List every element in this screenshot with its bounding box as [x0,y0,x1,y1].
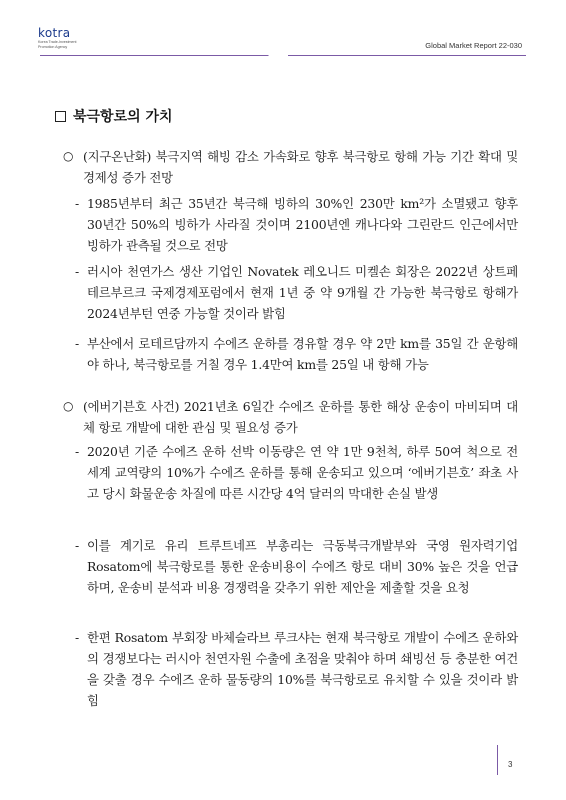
bullet-text: (에버기븐호 사건) 2021년초 6일간 수에즈 운하를 통한 해상 운송이 마비되며 대체 항로 개발에 대한 관심 및 필요성 증가 [83,399,518,435]
square-bullet-icon [55,111,66,122]
sub-bullet-text: 1985년부터 최근 35년간 북극해 빙하의 30%인 230만 km²가 소멸됐고 향후 30년간 50%의 빙하가 사라질 것이며 2100년엔 캐나다와 그린란드 인근에서만 빙하가 관측될 것으로 전망 [87,196,518,253]
logo-wordmark: kotra [38,26,71,40]
footer-rule [497,745,498,775]
sub-bullet-text: 부산에서 로테르담까지 수에즈 운하를 경유할 경우 약 2만 km를 35일 간 운항해야 하나, 북극항로를 거칠 경우 1.4만여 km를 25일 내 항해 가능 [87,336,518,372]
header-rule [40,55,526,56]
sub-bullet-item [75,441,518,504]
page-number: 3 [508,760,513,769]
logo-subtitle-1: Korea Trade-Investment [38,40,77,44]
sub-bullet-text: 이를 계기로 유리 트루트네프 부총리는 극동북극개발부와 국영 원자력기업 Rosatom에 북극항로를 통한 운송비용이 수에즈 항로 대비 30% 높은 것을 언급하며, 운송비 분석과 비용 경쟁력을 갖추기 위한 제안을 제출할 것을 요청 [87,538,518,595]
sub-bullet-item [75,333,518,375]
sub-bullet-item [75,627,518,711]
logo-subtitle-2: Promotion Agency [38,45,68,50]
sub-bullet-item [75,193,518,256]
section-heading [55,106,173,126]
sub-bullet-item [75,261,518,324]
bullet-item [63,146,518,188]
bullet-item [63,396,518,438]
circle-bullet-icon: ○ [63,399,74,413]
sub-bullet-text: 2020년 기준 수에즈 운하 선박 이동량은 연 약 1만 9천척, 하루 50여 척으로 전 세계 교역량의 10%가 수에즈 운하를 통해 운송되고 있으며 ‘에버기븐호’ 좌초 사고 당시 화물운송 차질에 따른 시간당 4억 달러의 막대한 손실 발생 [87,444,518,501]
bullet-text: (지구온난화) 북극지역 해빙 감소 가속화로 향후 북극항로 항해 가능 기간 확대 및 경제성 증가 전망 [83,149,518,185]
dash-bullet: - [75,196,79,211]
kotra-logo [38,27,77,49]
sub-bullet-text: 러시아 천연가스 생산 기업인 Novatek 레오니드 미켈손 회장은 2022년 상트페테르부르크 국제경제포럼에서 현재 1년 중 약 9개월 간 가능한 북극항로 항해가 2024년부턴 연중 가능할 것이라 밝힘 [87,264,518,321]
sub-bullet-item [75,535,518,598]
circle-bullet-icon: ○ [63,149,74,163]
dash-bullet: - [75,264,79,279]
dash-bullet: - [75,630,79,645]
section-heading-text: 북극항로의 가치 [73,109,173,125]
report-title: Global Market Report 22-030 [425,41,522,50]
dash-bullet: - [75,336,79,351]
sub-bullet-text: 한편 Rosatom 부회장 바체슬라브 루크샤는 현재 북극항로 개발이 수에즈 운하와의 경쟁보다는 러시아 천연자원 수출에 초점을 맞춰야 하며 쇄빙선 등 충분한 여건을 갖출 경우 수에즈 운하 물동량의 10%를 북극항로로 유치할 수 있을 것이라 밝힘 [87,630,518,708]
dash-bullet: - [75,538,79,553]
dash-bullet: - [75,444,79,459]
page-header [0,0,566,60]
